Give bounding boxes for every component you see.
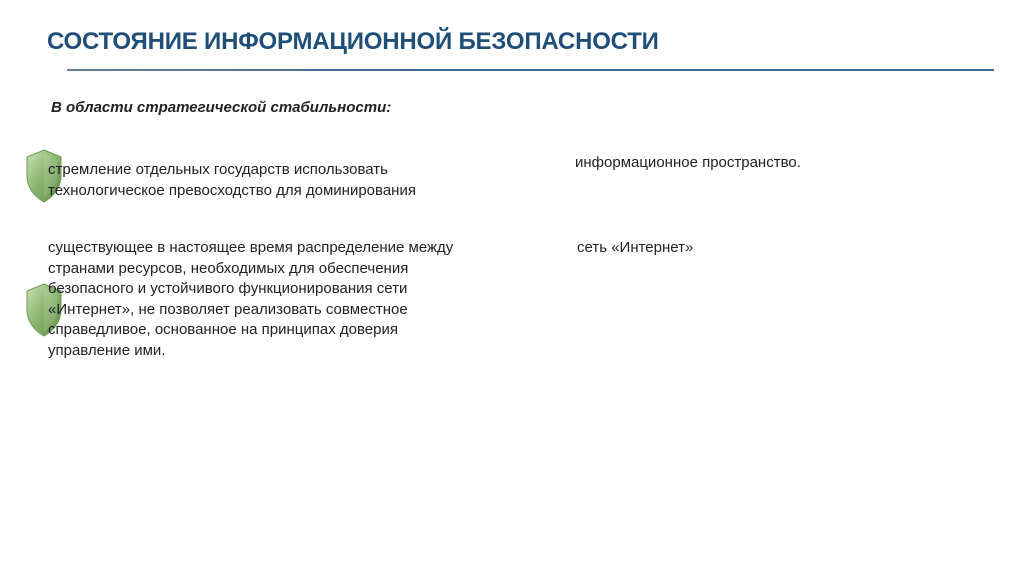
- right-column-text: информационное пространство.: [575, 154, 801, 171]
- page-title: СОСТОЯНИЕ ИНФОРМАЦИОННОЙ БЕЗОПАСНОСТИ: [47, 28, 659, 55]
- title-divider: [67, 69, 994, 71]
- list-item: существующее в настоящее время распределение между странами ресурсов, необходимых для обеспечения безопасного и устойчивого функционирования сети «Интернет», не позволяет реализовать совместное справедливое, основанное на принципах доверия управление ими.: [48, 239, 454, 359]
- list-item: стремление отдельных государств использовать технологическое превосходство для доминирования: [48, 161, 416, 199]
- right-column-text: сеть «Интернет»: [577, 239, 694, 256]
- section-subtitle: В области стратегической стабильности:: [51, 99, 392, 116]
